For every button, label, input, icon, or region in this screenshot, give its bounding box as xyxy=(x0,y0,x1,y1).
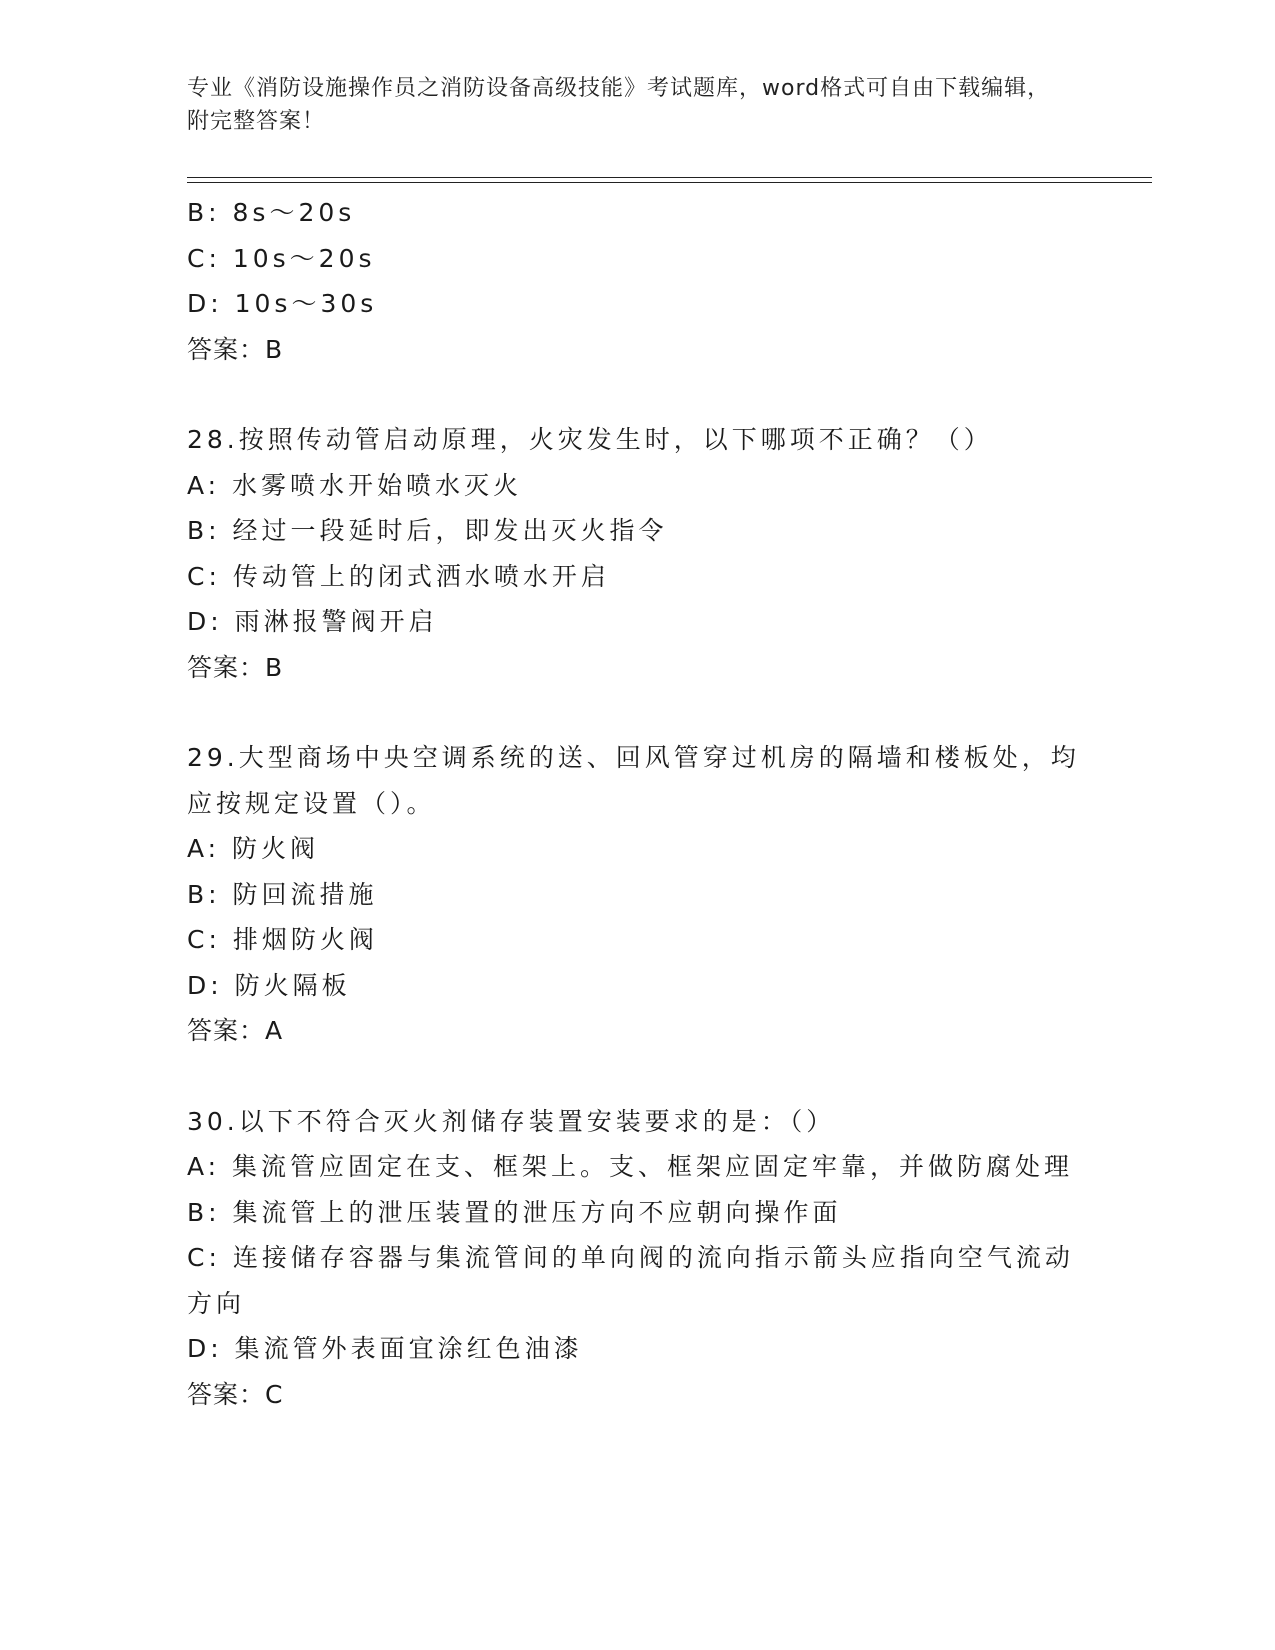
spacer xyxy=(187,1054,1087,1099)
question-27 xyxy=(187,190,1087,372)
option-c-line-1: C: 连接储存容器与集流管间的单向阀的流向指示箭头应指向空气流动 xyxy=(187,1243,1074,1272)
question-text-line-1: 29.大型商场中央空调系统的送、回风管穿过机房的隔墙和楼板处，均 xyxy=(187,743,1080,772)
question-29 xyxy=(187,735,1087,1054)
option-b: B: 集流管上的泄压装置的泄压方向不应朝向操作面 xyxy=(187,1197,842,1227)
question-list xyxy=(187,190,1087,1417)
option-d: D: 雨淋报警阀开启 xyxy=(187,607,438,636)
question-text: 30.以下不符合灭火剂储存装置安装要求的是：（） xyxy=(187,1106,836,1136)
question-text: 28.按照传动管启动原理，火灾发生时，以下哪项不正确？（） xyxy=(187,425,993,454)
header-text: 专业《消防设施操作员之消防设备高级技能》考试题库，word格式可自由下载编辑，附完整答案！ xyxy=(187,76,1051,134)
spacer xyxy=(187,372,1087,417)
option-b: B: 8s～20s xyxy=(187,198,356,227)
question-text-line-2: 应按规定设置（）。 xyxy=(187,788,436,818)
option-b: B: 防回流措施 xyxy=(187,879,378,909)
option-d: D: 防火隔板 xyxy=(187,970,351,1000)
option-d: D: 集流管外表面宜涂红色油漆 xyxy=(187,1334,583,1363)
option-c-line-2: 方向 xyxy=(187,1288,246,1318)
option-c: C: 传动管上的闭式洒水喷水开启 xyxy=(187,561,610,591)
spacer xyxy=(187,690,1087,735)
question-28 xyxy=(187,417,1087,690)
answer: 答案：C xyxy=(187,1379,284,1409)
answer: 答案：B xyxy=(187,334,284,364)
header-divider-top xyxy=(187,177,1152,178)
option-c: C: 10s～20s xyxy=(187,243,376,273)
option-c: C: 排烟防火阀 xyxy=(187,925,378,954)
answer: 答案：B xyxy=(187,652,284,682)
answer: 答案：A xyxy=(187,1016,284,1045)
option-a: A: 集流管应固定在支、框架上。支、框架应固定牢靠，并做防腐处理 xyxy=(187,1152,1074,1181)
option-a: A: 水雾喷水开始喷水灭火 xyxy=(187,470,523,500)
option-a: A: 防火阀 xyxy=(187,834,320,863)
document-header xyxy=(187,72,1067,138)
option-b: B: 经过一段延时后，即发出灭火指令 xyxy=(187,516,668,545)
option-d: D: 10s～30s xyxy=(187,289,378,318)
question-30 xyxy=(187,1099,1087,1418)
header-divider-bottom xyxy=(187,182,1152,183)
